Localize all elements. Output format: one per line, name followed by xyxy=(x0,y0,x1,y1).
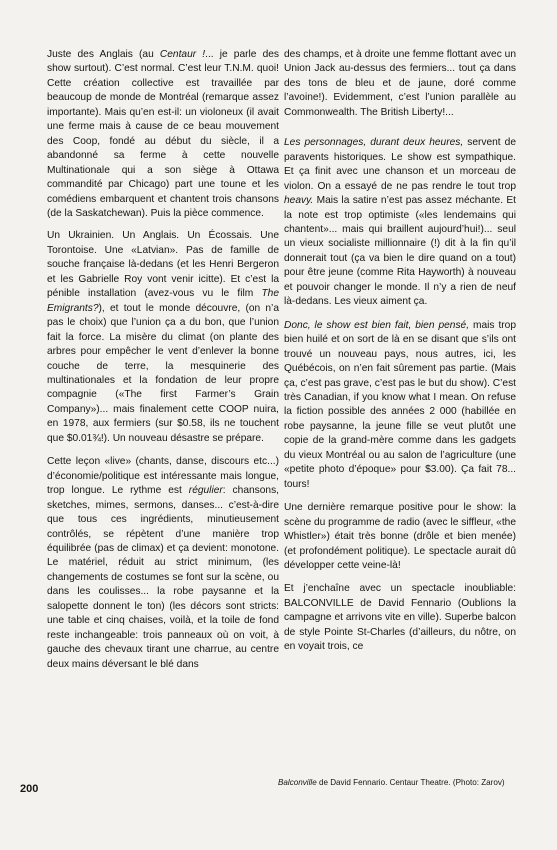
paragraph xyxy=(284,501,516,573)
paragraph xyxy=(47,48,279,221)
paragraph xyxy=(284,319,516,492)
italic-text: heavy. xyxy=(284,195,314,207)
paragraph xyxy=(284,48,516,120)
italic-text: Donc, le show est bien fait, bien pensé, xyxy=(284,319,470,331)
paragraph xyxy=(284,136,516,309)
text-run: Mais la satire n’est pas assez méchante. Et la note est trop optimiste («les lendemains qui chantent»... mais qui braillent aujourd’hui!)... seul un vieux socialiste millionnaire (!) dit à la fin qu’il donnerait tout (ça va bien le dire quand on a tout) pour être jeune (comme Rita Hayworth) à nouveau et pouvoir changer le monde. Il n’y a rien de neuf là-dedans. Les vieux aiment ça. xyxy=(284,195,516,308)
paragraph xyxy=(284,582,516,654)
italic-text: Centaur ! xyxy=(159,49,206,60)
text-run: Une dernière remarque positive pour le show: la scène du programme de radio (avec le siffleur, «the Whistler») était très bonne (drôle et bien menée) (et profondément politique). Le spectacle aurait dû développer cette veine-là! xyxy=(284,502,516,571)
text-run: Juste des Anglais (au xyxy=(47,49,160,60)
right-column xyxy=(284,48,516,655)
text-run: mais trop bien huilé et on sort de là en se disant que s’ils ont trouvé un nouveau pays, nous autres, ici, les Québécois, on n’en fait sûrement pas partie. (Mais ça, c’est pas grave, c’est pas le but du show). C’est très Canadian, if you know what I mean. On refuse la fiction possible des années 2 000 (habillée en robe paysanne, la jeune fille se veut plutôt une copie de la grand-mère comme dans les gadgets du vieux Montréal ou au salon de l’agriculture (une «petite photo d’époque» pour $3.00). Ça fait 78... tours! xyxy=(284,319,516,490)
left-column xyxy=(47,48,279,672)
paragraph-gap xyxy=(284,129,516,136)
italic-text: Les personnages, durant deux heures, xyxy=(284,137,464,149)
italic-text: Balconville xyxy=(278,778,317,787)
text-run: Et j’enchaîne avec un spectacle inoubliable: BALCONVILLE de David Fennario (Oublions la campagne et arrivons vite en ville). Superbe balcon de style Pointe St-Charles (d’ailleurs, du nôtre, on en voyait trois, ce xyxy=(284,583,516,653)
photo-caption xyxy=(278,778,505,788)
text-run: des champs, et à droite une femme flottant avec un Union Jack au-dessus des fermiers... tout ça dans des tons de bleu et de jaune, doré comme l’avoine!). Evidemment, c’est l’union parallèle au Commonwealth. The British Liberty!... xyxy=(284,49,516,118)
text-run: : chansons, sketches, mimes, sermons, danses... c’est-à-dire que tous ces ingrédients, minutieusement contrôlés, se répètent d’une manière trop équilibrée (pas de climax) et ça devient: monotone. Le matériel, réduit au strict minimum, (les changements de costumes se font sur la scène, ou dans les coulisses... la robe paysanne et la salopette donnent le ton) (les décors sont stricts: une table et cinq chaises, voilà, et la toile de fond reste inchangeable: trois panneaux où on voit, à gauche des chevaux tirant une charrue, au centre deux mains déversant le blé dans xyxy=(47,485,280,670)
text-run: ), et tout le monde découvre, (on n’a pas le choix) que l’union ça a du bon, que l’union fait la force. La misère du climat (on plante des arbres pour empêcher le vent d’enlever la bonne couche de terre, la mesquinerie des multinationales et la fondation de leur propre compagnie («The first Farmer’s Grain Company»)... mais finalement cette COOP nuira, en 1978, aux fermiers (sur $0.58, ils ne touchent que $0.01¾!). Un nouveau désastre se prépare. xyxy=(47,302,279,444)
italic-text: régulier xyxy=(188,485,223,497)
paragraph xyxy=(47,229,279,446)
paragraph xyxy=(47,455,279,672)
text-run: de David Fennario. Centaur Theatre. (Photo: Zarov) xyxy=(316,778,505,787)
text-run: Cette leçon «live» (chants, danse, discours etc...) d’économie/politique est intéressante mais longue, trop longue. Le rythme est xyxy=(47,456,279,497)
text-run: Un Ukrainien. Un Anglais. Un Écossais. Une Torontoise. Une «Latvian». Pas de famille de souche française là-dedans (et les Henri Bergeron et les Gabrielle Roy vont venir icitte). Et c’est la pénible installation (avez-vous vu le film xyxy=(47,230,279,300)
page-number: 200 xyxy=(20,783,39,795)
text-run: servent de paravents historiques. Le show est sympathique. Et ça finit avec une chanson et un morceau de violon. On a essayé de ne pas rendre le tout trop xyxy=(284,137,516,192)
italic-text: The Emigrants? xyxy=(47,288,279,314)
text-run: ... je parle des show surtout). C’est normal. C’est leur T.N.M. quoi! Cette création collective est travaillée par beaucoup de monde de Montréal (remarque assez importante). Mais qu’en est-il: un violoneux (il avait une ferme mais à cause de ce beau mouvement des Coop, fondé au début du siècle, il a abandonné sa ferme à cette nouvelle Multinationale qui a son siège à Ottawa commandité par Chicago) part une toune et les comédiens embarquent et chantent trois chansons (de la Saskatchewan). Puis la pièce commence. xyxy=(47,49,280,219)
